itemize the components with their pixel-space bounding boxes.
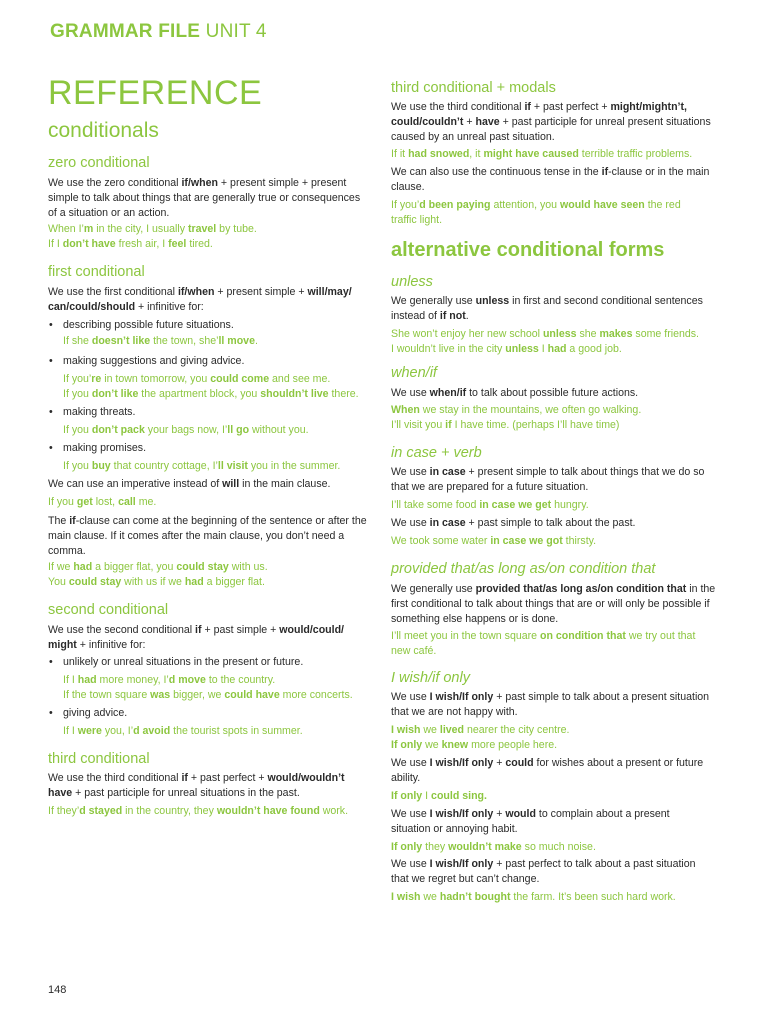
when-if-example-1: When we stay in the mountains, we often go walking. — [391, 404, 642, 416]
first-if-clause-text: The if-clause can come at the beginning of the sentence or after the main clause. If it comes after the main clause, you don’t need a comma. — [48, 515, 367, 557]
in-case-heading: in case + verb — [391, 445, 482, 461]
third-conditional-text: We use the third conditional if + past perfect + would/wouldn’t have + past participle for unreal situations in the past. — [48, 772, 345, 799]
first-example-3: If you don’t like the apartment block, you shouldn’t live there. — [63, 388, 359, 400]
first-example-6: If you get lost, call me. — [48, 496, 157, 508]
wish-text-4: We use I wish/If only + past perfect to talk about a past situation that we regret but can’t change. — [391, 858, 696, 885]
first-bullet-1: • describing possible future situations. — [63, 318, 373, 333]
wish-example-5: I wish we hadn’t bought the farm. It’s been such hard work. — [391, 891, 676, 903]
reference-title: REFERENCE — [48, 74, 263, 112]
first-example-2: If you’re in town tomorrow, you could come and see me. — [63, 373, 331, 385]
in-case-example-1: I’ll take some food in case we get hungry. — [391, 499, 589, 511]
provided-that-heading: provided that/as long as/on condition that — [391, 561, 656, 577]
second-bullet-2: • giving advice. — [63, 706, 373, 721]
in-case-example-2: We took some water in case we got thirsty. — [391, 535, 597, 547]
second-conditional-text: We use the second conditional if + past simple + would/could/ might + infinitive for: — [48, 624, 344, 651]
third-modals-example-1: If it had snowed, it might have caused terrible traffic problems. — [391, 148, 693, 160]
first-example-7: If we had a bigger flat, you could stay with us. — [48, 561, 268, 573]
first-example-4: If you don’t pack your bags now, I’ll go without you. — [63, 424, 309, 436]
in-case-text: We use in case + present simple to talk about things that we do so that we are prepared for a future situation. — [391, 466, 705, 493]
zero-example-2: If I don’t have fresh air, I feel tired. — [48, 238, 213, 250]
unless-text: We generally use unless in first and second conditional sentences instead of if not. — [391, 295, 703, 322]
first-bullet-3: • making threats. — [63, 405, 373, 420]
third-example-1: If they’d stayed in the country, they wouldn’t have found work. — [48, 805, 349, 817]
zero-conditional-text: We use the zero conditional if/when + present simple + present simple to talk about things that are generally true or consequences of a situation or an action. — [48, 177, 361, 219]
zero-conditional-heading: zero conditional — [48, 155, 150, 171]
third-conditional-heading: third conditional — [48, 751, 150, 767]
page-number: 148 — [48, 984, 67, 996]
third-modals-continuous-text: We can also use the continuous tense in the if-clause or in the main clause. — [391, 166, 710, 193]
wish-text-2: We use I wish/If only + could for wishes about a present or future ability. — [391, 757, 704, 784]
second-example-2: If the town square was bigger, we could have more concerts. — [63, 689, 353, 701]
grammar-file-label: GRAMMAR FILE — [50, 21, 201, 42]
first-conditional-heading: first conditional — [48, 264, 145, 280]
unless-example-2: I wouldn’t live in the city unless I had a good job. — [391, 343, 622, 355]
first-example-5: If you buy that country cottage, I’ll visit you in the summer. — [63, 460, 341, 472]
second-example-1: If I had more money, I’d move to the country. — [63, 674, 276, 686]
first-example-8: You could stay with us if we had a bigger flat. — [48, 576, 265, 588]
second-conditional-heading: second conditional — [48, 602, 169, 618]
third-modals-heading: third conditional + modals — [391, 80, 556, 96]
zero-example-1: When I’m in the city, I usually travel by tube. — [48, 223, 257, 235]
third-modals-example-2: If you’d been paying attention, you would have seen the red traffic light. — [391, 199, 681, 226]
wish-example-2: If only we knew more people here. — [391, 739, 558, 751]
unless-heading: unless — [391, 274, 433, 290]
when-if-example-2: I’ll visit you if I have time. (perhaps I’ll have time) — [391, 419, 620, 431]
first-imperative-text: We can use an imperative instead of will in the main clause. — [48, 478, 331, 490]
in-case-past-text: We use in case + past simple to talk about the past. — [391, 517, 636, 529]
when-if-heading: when/if — [391, 365, 437, 381]
wish-text-1: We use I wish/If only + past simple to talk about a present situation that we are not happy with. — [391, 691, 710, 718]
second-example-3: If I were you, I’d avoid the tourist spots in summer. — [63, 725, 303, 737]
wish-text-3: We use I wish/If only + would to complain about a present situation or annoying habit. — [391, 808, 670, 835]
third-modals-text: We use the third conditional if + past perfect + might/mightn’t, could/couldn’t + have + past participle for unreal present situations caused by an unreal past situation. — [391, 101, 711, 143]
first-bullet-4: • making promises. — [63, 441, 373, 456]
first-example-1: If she doesn’t like the town, she’ll move. — [63, 335, 258, 347]
wish-heading: I wish/if only — [391, 670, 470, 686]
unit-header — [50, 21, 267, 43]
provided-that-text: We generally use provided that/as long as/on condition that in the first conditional to talk about things that are or will only be possible if something else happens or is done. — [391, 583, 716, 625]
first-bullet-2: • making suggestions and giving advice. — [63, 354, 373, 369]
unless-example-1: She won’t enjoy her new school unless she makes some friends. — [391, 328, 700, 340]
first-conditional-text: We use the first conditional if/when + present simple + will/may/ can/could/should + infinitive for: — [48, 286, 352, 313]
second-bullet-1: • unlikely or unreal situations in the present or future. — [63, 655, 373, 670]
wish-example-4: If only they wouldn’t make so much noise. — [391, 841, 596, 853]
alternative-forms-heading: alternative conditional forms — [391, 239, 665, 261]
unit-label: UNIT 4 — [205, 21, 267, 42]
wish-example-3: If only I could sing. — [391, 790, 487, 802]
when-if-text: We use when/if to talk about possible future actions. — [391, 387, 639, 399]
conditionals-heading: conditionals — [48, 119, 159, 142]
wish-example-1: I wish we lived nearer the city centre. — [391, 724, 570, 736]
provided-that-example-1: I’ll meet you in the town square on condition that we try out that new café. — [391, 630, 696, 657]
